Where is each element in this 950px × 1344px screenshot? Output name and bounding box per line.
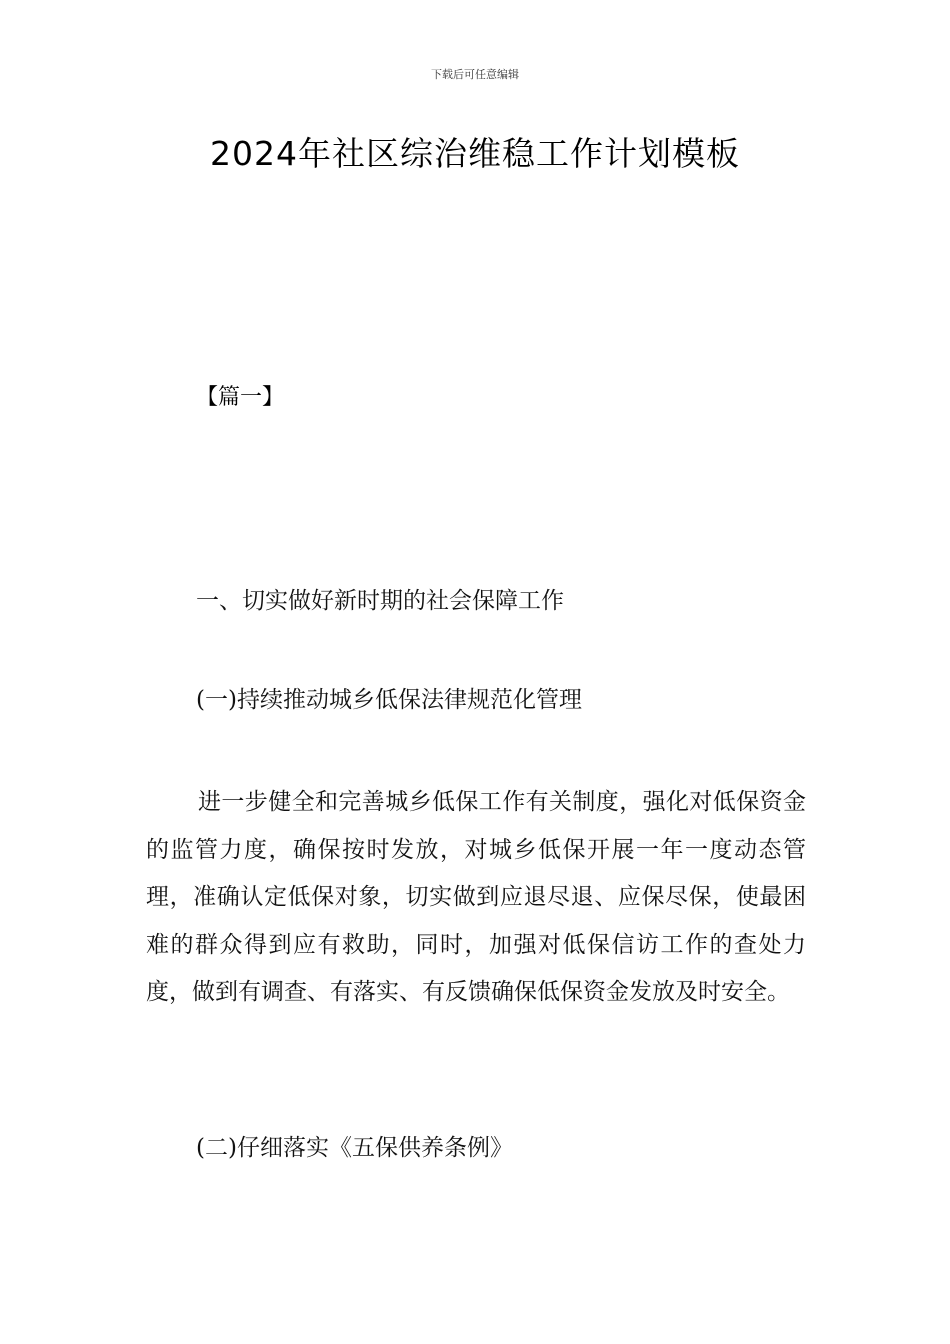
- section-heading: 一、切实做好新时期的社会保障工作: [196, 588, 564, 614]
- body-paragraph: 进一步健全和完善城乡低保工作有关制度，强化对低保资金的监管力度，确保按时发放，对城乡低保开展一年一度动态管理，准确认定低保对象，切实做到应退尽退、应保尽保，使最困难的群众得到应有救助，同时，加强对低保信访工作的查处力度，做到有调查、有落实、有反馈确保低保资金发放及时安全。: [146, 789, 806, 1005]
- subsection-heading-2: (二)仔细落实《五保供养条例》: [196, 1135, 513, 1161]
- subsection-heading-1: (一)持续推动城乡低保法律规范化管理: [196, 687, 582, 713]
- document-title: 2024年社区综治维稳工作计划模板: [210, 134, 740, 173]
- part-label: 【篇一】: [196, 385, 285, 410]
- header-note: 下载后可任意编辑: [431, 68, 519, 81]
